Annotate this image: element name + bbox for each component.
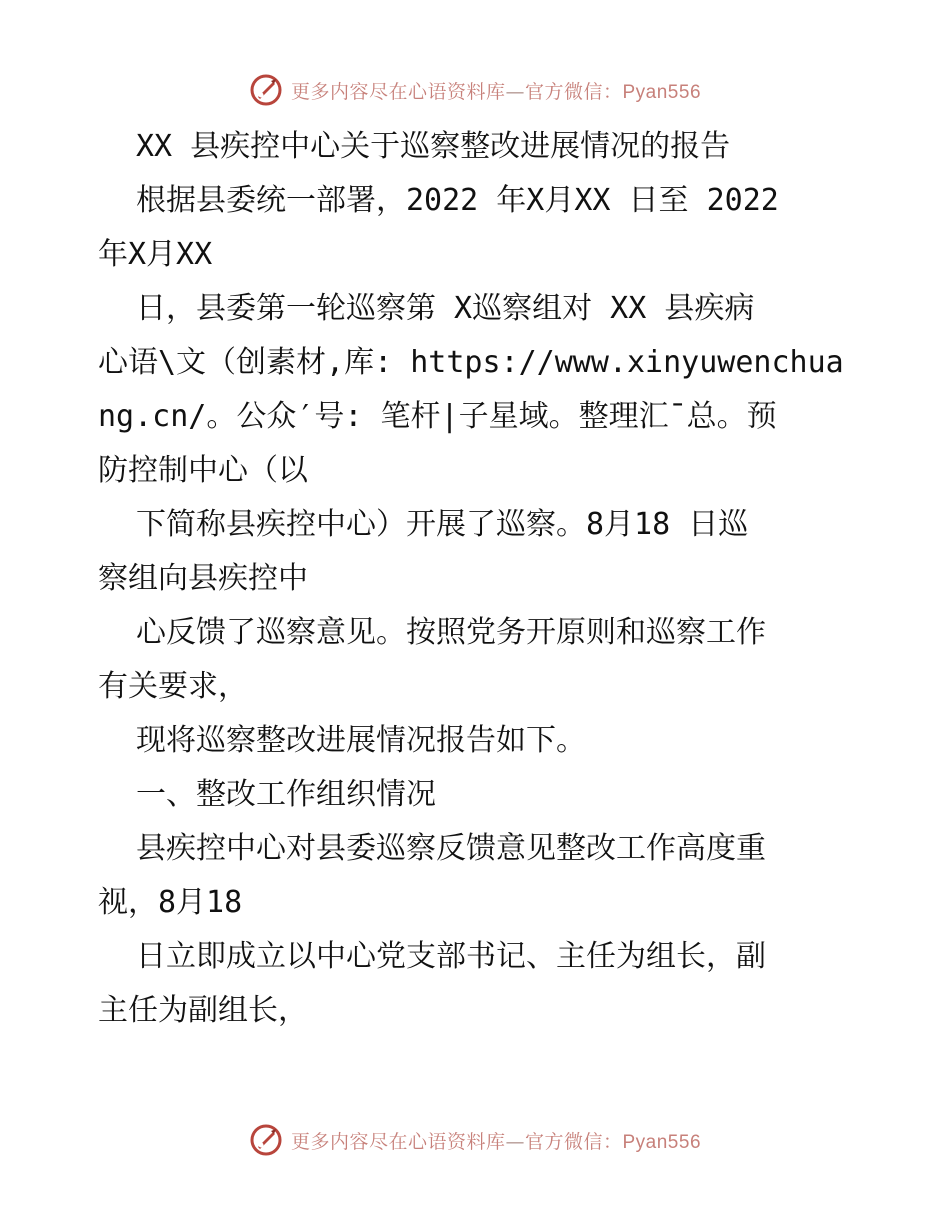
text-line: 根据县委统一部署，2022 年X月XX 日至 2022 — [136, 183, 779, 218]
text-line: 下简称县疾控中心）开展了巡察。8月18 日巡 — [136, 507, 749, 542]
text-line: 日立即成立以中心党支部书记、主任为组长，副 — [136, 939, 766, 974]
text-line: 心语\文（创素材,库: https://www.xinyuwenchua — [98, 345, 844, 380]
text-line: 主任为副组长， — [98, 993, 308, 1028]
banner-wechat-label: 官方微信： — [524, 80, 623, 103]
text-line: 现将巡察整改进展情况报告如下。 — [136, 723, 586, 758]
text-line: 心反馈了巡察意见。按照党务开原则和巡察工作 — [136, 615, 766, 650]
document-body — [98, 120, 858, 1038]
footer-banner — [0, 1120, 950, 1160]
text-line: 日，县委第一轮巡察第 X巡察组对 XX 县疾病 — [136, 291, 755, 326]
header-banner — [0, 70, 950, 110]
text-line: 年X月XX — [98, 237, 213, 272]
text-line: 防控制中心（以 — [98, 453, 308, 488]
section-heading: 一、整改工作组织情况 — [136, 777, 436, 812]
text-line: ng.cn/。公众′号: 笔杆|子星域。整理汇¯总。预 — [98, 399, 777, 434]
quill-seal-icon — [249, 1123, 283, 1157]
banner-separator: — — [505, 80, 525, 103]
banner-text — [291, 77, 701, 104]
text-line: 察组向县疾控中 — [98, 561, 308, 596]
quill-seal-icon — [249, 73, 283, 107]
banner-slogan: 更多内容尽在心语资料库 — [290, 80, 506, 103]
banner-wechat-id: Pyan556 — [622, 1131, 702, 1153]
text-line: 有关要求， — [98, 669, 248, 704]
banner-text — [291, 1127, 701, 1154]
text-line: 视，8月18 — [98, 885, 243, 920]
banner-wechat-label: 官方微信： — [524, 1130, 623, 1153]
banner-wechat-id: Pyan556 — [622, 81, 702, 103]
text-line: 县疾控中心对县委巡察反馈意见整改工作高度重 — [136, 831, 766, 866]
banner-separator: — — [505, 1130, 525, 1153]
banner-slogan: 更多内容尽在心语资料库 — [290, 1130, 506, 1153]
document-title: XX 县疾控中心关于巡察整改进展情况的报告 — [136, 129, 731, 164]
